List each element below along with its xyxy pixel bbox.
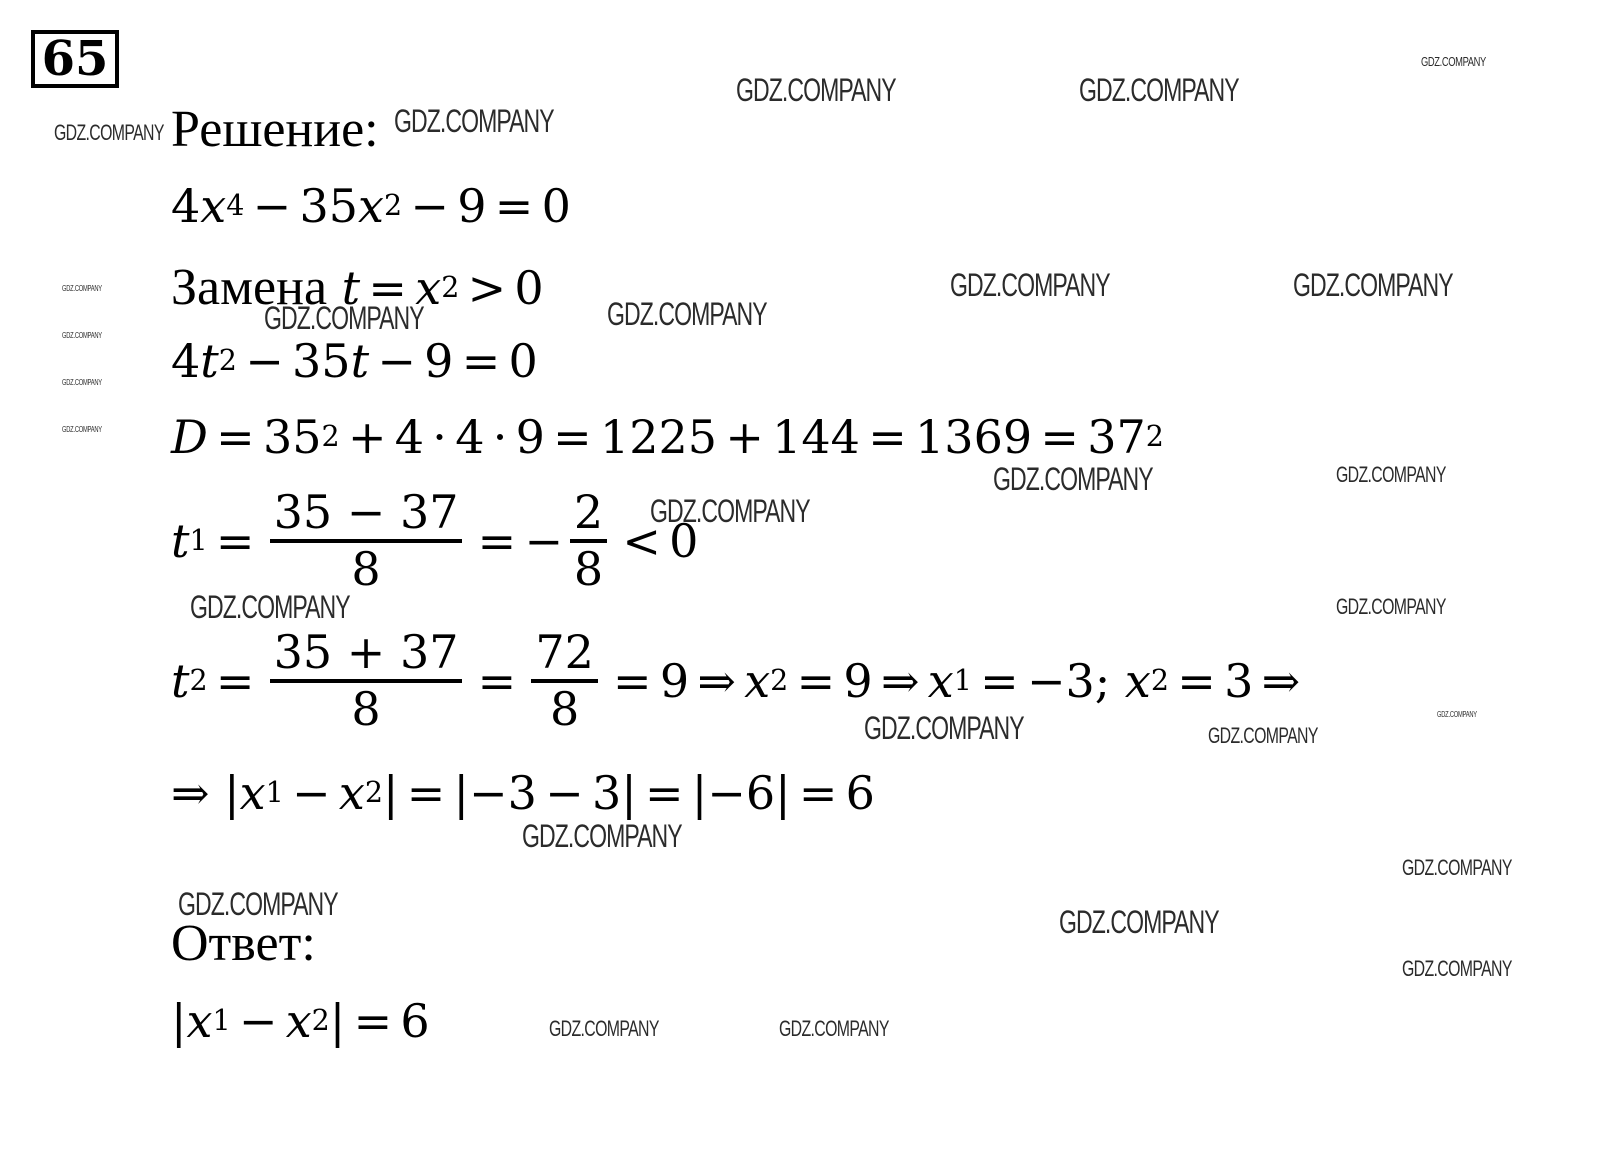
watermark: GDZ.COMPANY <box>1059 904 1219 940</box>
discriminant-line: D = 35 2 + 4 · 4 · 9 = 1225 + 144 = 1369 = 37 2 <box>171 410 1164 464</box>
fraction: $\frac{2}{8}$ <box>570 486 607 596</box>
answer-heading: Ответ: <box>171 915 316 972</box>
watermark: GDZ.COMPANY <box>607 296 767 332</box>
watermark: GDZ.COMPANY <box>864 710 1024 746</box>
watermark: GDZ.COMPANY <box>1402 956 1512 981</box>
solution-heading: Решение: <box>171 101 379 158</box>
watermark: GDZ.COMPANY <box>62 331 102 340</box>
difference-line: ⇒ | x 1 − x 2 | = |−3 − 3| = |−6| = 6 <box>171 766 875 820</box>
watermark: GDZ.COMPANY <box>1079 72 1239 108</box>
watermark: GDZ.COMPANY <box>549 1016 659 1041</box>
watermark: GDZ.COMPANY <box>178 886 338 922</box>
watermark: GDZ.COMPANY <box>1336 462 1446 487</box>
watermark: GDZ.COMPANY <box>54 120 164 145</box>
substitution-word: Замена <box>171 259 328 316</box>
watermark: GDZ.COMPANY <box>1437 710 1477 719</box>
root-t1-line: t 1 = $\frac{35 - 37}{8}$ = − $\frac{2}{8}$ < 0 <box>171 485 699 596</box>
watermark: GDZ.COMPANY <box>62 284 102 293</box>
watermark: GDZ.COMPANY <box>950 267 1110 303</box>
watermark: GDZ.COMPANY <box>1208 723 1318 748</box>
substitution-line: Замена t = x 2 > 0 <box>171 259 544 316</box>
equation-original: 4 x 4 − 35 x 2 − 9 = 0 <box>171 179 571 233</box>
task-number: 65 <box>31 30 119 88</box>
equation-substituted: 4 t 2 − 35 t − 9 = 0 <box>171 334 538 388</box>
watermark: GDZ.COMPANY <box>394 103 554 139</box>
watermark: GDZ.COMPANY <box>1421 54 1486 69</box>
watermark: GDZ.COMPANY <box>62 425 102 434</box>
root-t2-line: t 2 = $\frac{35 + 37}{8}$ = $\frac{72}{8}$ = 9 ⇒ x 2 = 9 ⇒ x 1 = −3; x 2 = 3 ⇒ <box>171 625 1301 736</box>
fraction: $\frac{35 + 37}{8}$ <box>270 626 463 736</box>
watermark: GDZ.COMPANY <box>779 1016 889 1041</box>
fraction: $\frac{72}{8}$ <box>531 626 598 736</box>
fraction: $\frac{35 - 37}{8}$ <box>270 486 463 596</box>
watermark: GDZ.COMPANY <box>1402 855 1512 880</box>
watermark: GDZ.COMPANY <box>993 461 1153 497</box>
watermark: GDZ.COMPANY <box>190 589 350 625</box>
watermark: GDZ.COMPANY <box>650 493 810 529</box>
watermark: GDZ.COMPANY <box>522 818 682 854</box>
watermark: GDZ.COMPANY <box>1293 267 1453 303</box>
watermark: GDZ.COMPANY <box>264 300 424 336</box>
watermark: GDZ.COMPANY <box>736 72 896 108</box>
watermark: GDZ.COMPANY <box>62 378 102 387</box>
answer-line: | x 1 − x 2 | = 6 <box>171 994 430 1048</box>
watermark: GDZ.COMPANY <box>1336 594 1446 619</box>
